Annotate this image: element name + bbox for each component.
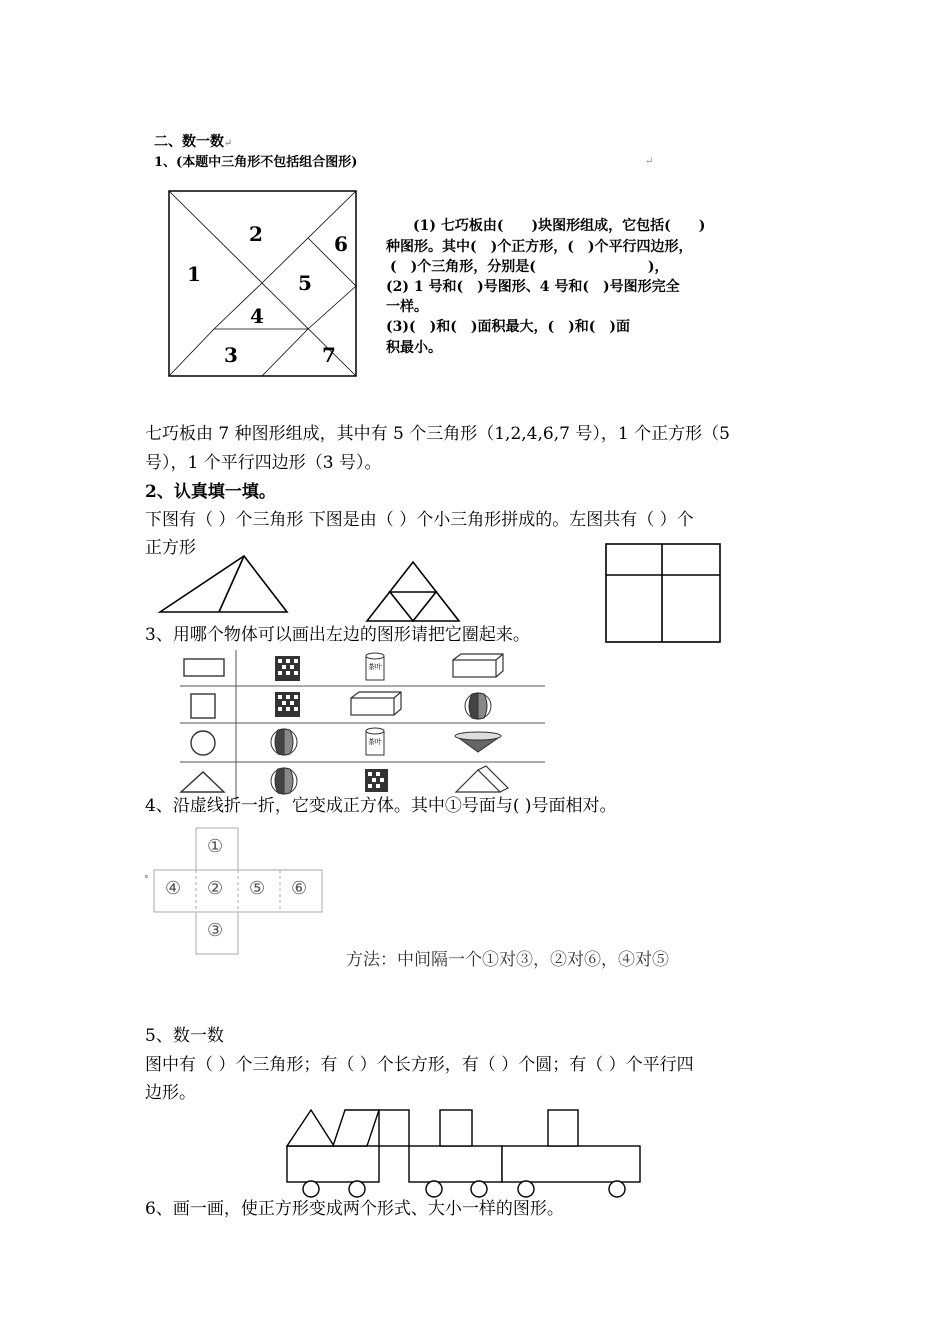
q3-title: 3、用哪个物体可以画出左边的图形请把它圈起来。 (145, 625, 530, 645)
q1-line: (1) 七巧板由( )块图形组成，它包括( ) (413, 218, 706, 234)
q1-line: 积最小。 (386, 340, 442, 356)
q1-line: 种图形。其中( )个正方形，( )个平行四边形， (386, 239, 693, 255)
answer-line: 号），1 个平行四边形（3 号）。 (145, 453, 382, 473)
q2-title: 2、认真填一填。 (145, 482, 276, 502)
tea-can-label: 茶叶 (368, 738, 382, 746)
tangram-label-4: 4 (250, 304, 264, 328)
cube-face-4: ④ (165, 878, 182, 899)
q4-title: 4、沿虚线折一折，它变成正方体。其中①号面与( )号面相对。 (145, 796, 617, 816)
q1-line: ( )个三角形，分别是( )， (390, 259, 669, 275)
tangram-label-3: 3 (224, 343, 238, 367)
section-heading: 二、数一数↵ (154, 134, 233, 150)
q1-line: (3)( )和( )面积最大，( )和( )面 (386, 319, 630, 335)
tangram-label-5: 5 (298, 271, 312, 295)
q5-line: 图中有（ ）个三角形；有（ ）个长方形，有（ ）个圆；有（ ）个平行四 (145, 1055, 694, 1075)
answer-line: 七巧板由 7 种图形组成，其中有 5 个三角形（1,2,4,6,7 号），1 个正方形（5 (145, 424, 730, 444)
q1-line: 一样。 (386, 299, 428, 315)
cube-face-6: ⑥ (291, 878, 308, 899)
q2-line: 正方形 (145, 538, 196, 558)
q5-line: 边形。 (145, 1083, 196, 1103)
tea-can-label: 茶叶 (368, 663, 382, 671)
cube-face-5: ⑤ (249, 878, 266, 899)
q1-title: 1、(本题中三角形不包括组合图形) (154, 155, 358, 170)
q6-title: 6、画一画，使正方形变成两个形式、大小一样的图形。 (145, 1199, 564, 1219)
cube-face-2: ② (207, 878, 224, 899)
tangram-label-7: 7 (322, 343, 336, 367)
tangram-label-6: 6 (334, 232, 348, 256)
cube-face-3: ③ (207, 920, 224, 941)
q4-method: 方法：中间隔一个①对③，②对⑥，④对⑤ (346, 950, 669, 970)
tangram-label-1: 1 (187, 262, 201, 286)
q2-line: 下图有（ ）个三角形 下图是由（ ）个小三角形拼成的。左图共有（ ）个 (145, 510, 694, 530)
q5-title: 5、数一数 (145, 1026, 224, 1046)
cube-face-1: ① (207, 836, 224, 857)
q1-line: (2) 1 号和( )号图形、4 号和( )号图形完全 (386, 279, 680, 295)
tangram-label-2: 2 (249, 222, 263, 246)
